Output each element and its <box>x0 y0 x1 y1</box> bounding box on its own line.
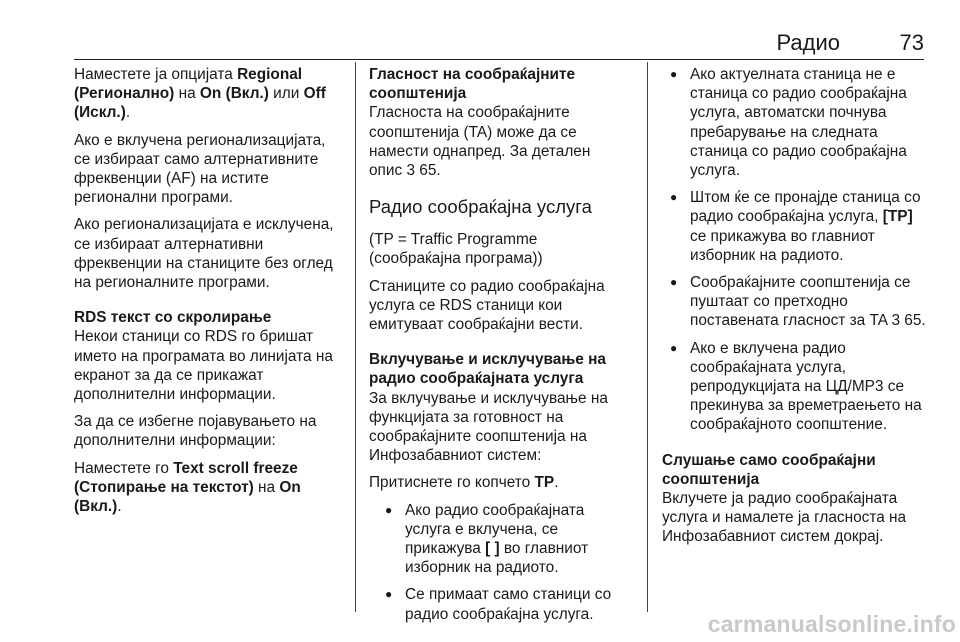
list-item: ● Ако актуелната станица не е станица со радио сообраќајна услуга, автоматски почнува пребарување на следната станица со радио сообраќајна услуга. <box>662 65 926 180</box>
regional-instruction: Наместете ја опцијата Regional (Регионално) на On (Вкл.) или Off (Искл.). <box>74 66 326 122</box>
watermark: carmanualsonline.info <box>707 611 956 637</box>
list-item: ● Ако радио сообраќајната услуга е вклучена, се прикажува [ ] во главниот изборник на радиото. <box>377 501 625 578</box>
ta-volume-text: Гласноста на сообраќајните соопштенија (TA) може да се намести однапред. За детален опис 3 65. <box>369 104 591 180</box>
list-item: ● Ако е вклучена радио сообраќајната услуга, репродукцијата на ЦД/MP3 се прекинува за времетраењето на сообраќајното соопштение. <box>662 339 926 435</box>
tp-behavior-list <box>662 65 926 435</box>
tp-stations-text: Станиците со радио сообраќајна услуга се RDS станици кои емитуваат сообраќајни вести. <box>369 277 605 334</box>
column-2 <box>369 65 625 632</box>
column-divider-2 <box>647 62 648 612</box>
list-item: ● Сообраќајните соопштенија се пуштаат со претходно поставената гласност за TA 3 65. <box>662 273 926 331</box>
list-item: ● Штом ќе се пронајде станица со радио сообраќајна услуга, [TP] се прикажува во главниот изборник на радиото. <box>662 188 926 265</box>
column-1 <box>74 65 342 524</box>
page-ref-link[interactable]: 3 65. <box>406 162 441 180</box>
traffic-service-heading: Радио сообраќајна услуга <box>369 196 592 218</box>
rds-avoid-text: За да се избегне појавувањето на дополнителни информации: <box>74 413 317 450</box>
regionalization-off-text: Ако регионализацијата е исклучена, се избираат алтернативни фреквенции на станиците без оглед на регионалните програми. <box>74 216 334 292</box>
ta-volume-heading: Гласност на сообраќајните соопштенија <box>369 66 576 103</box>
page-ref-link[interactable]: 3 65. <box>891 312 926 330</box>
listen-only-text: Вклучете ја радио сообраќајната услуга и намалете ја гласноста на Инфозабавниот систем докрај. <box>662 490 907 546</box>
regionalization-on-text: Ако е вклучена регионализацијата, се избираат само алтернативните фреквенции (AF) на истите регионални програми. <box>74 131 326 207</box>
tp-onoff-text: За вклучување и исклучување на функцијата за готовност на сообраќајните соопштенија на Инфозабавниот систем: <box>369 389 608 465</box>
tp-button-instruction: Притиснете го копчето TP. <box>369 474 559 492</box>
page-header <box>74 30 924 58</box>
rds-scroll-heading: RDS текст со скролирање <box>74 309 272 327</box>
listen-only-heading: Слушање само сообраќајни соопштенија <box>662 451 876 488</box>
rds-scroll-text: Некои станици со RDS го бришат името на програмата во линијата на екранот за да се прикажат дополнителни информации. <box>74 328 333 404</box>
column-3 <box>662 65 926 555</box>
tp-onoff-heading: Вклучување и исклучување на радио сообраќајната услуга <box>369 351 606 388</box>
text-scroll-instruction: Наместете го Text scroll freeze (Стопирање на текстот) на On (Вкл.). <box>74 459 301 516</box>
column-divider-1 <box>355 62 356 612</box>
list-item: ● Се примаат само станици со радио сообраќајна услуга. <box>377 585 625 623</box>
page-number: 73 <box>899 30 924 55</box>
page-title: Радио <box>776 30 840 55</box>
tp-bullet-list <box>377 501 625 624</box>
header-rule <box>74 59 924 60</box>
tp-definition: (TP = Traffic Programme (сообраќајна програма)) <box>369 231 543 268</box>
